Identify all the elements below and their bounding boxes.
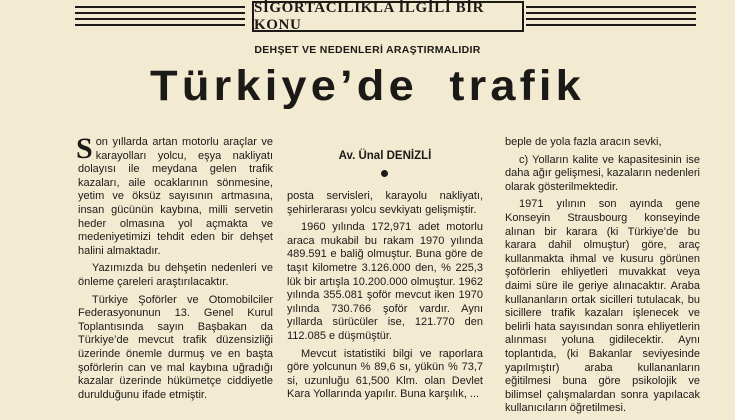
paragraph: Mevcut istatistiki bilgi ve raporlara göre yolcunun % 89,6 sı, yükün % 73,7 si, uzunluğu 61,500 Klm. olan Devlet Kara Yollarında yapılır. Buna karşılık, ... (287, 347, 483, 401)
section-header: SİGORTACILIKLA İLGİLİ BİR KONU (252, 1, 524, 32)
paragraph: beple de yola fazla aracın sevki, (505, 136, 662, 148)
header-rules-right (526, 6, 696, 30)
paragraph: Türkiye Şoförler ve Otomobilciler Federasyonunun 13. Genel Kurul Toplantısında sayın Başbakan da Türkiye’de mevcut trafik düzensizliği üzerinde önemle durmuş ve en başta şoförlerin can ve mal kaybına uğradığı kazalar üzerinde hükümetçe ciddiyetle durulduğunu ifade etmiştir. (78, 293, 273, 401)
paragraph: 1960 yılında 172,971 adet motorlu araca mukabil bu rakam 1970 yılında 489.591 e baliğ olmuştur. Buna göre de taşıt kilometre 3.126.000 den, % 225,3 lük bir artışla 10.200.000 olmuştur. 1962 yılında 355.081 şoför mevcut iken 1970 yılında 730.766 şoför vardır. Aynı yıllarda sürücüler ise, 121.770 den 112.085 e düşmüştür. (287, 221, 483, 342)
article-subhead: DEHŞET VE NEDENLERİ ARAŞTIRMALIDIR (254, 44, 481, 56)
paragraph: Yazımızda bu dehşetin nedenleri ve önleme çareleri araştırılacaktır. (78, 262, 273, 288)
text-column-2 (287, 190, 483, 406)
header-rules-left (75, 6, 245, 30)
paragraph: c) Yolların kalite ve kapasitesinin ise daha ağır gelişmesi, kazaların nedenleri olarak gösterilmektedir. (505, 153, 700, 193)
paragraph (76, 132, 273, 258)
bullet-dot (381, 170, 388, 177)
paragraph-text: on yıllarda artan motorlu araçlar ve karayolları yolcu, eşya nakliyatı dolayısı ile meydana gelen trafik kazaları, aile ocaklarının sönmesine, yetim ve öksüz sayısının artmasına, insan gücünün kaybına, milli servetin heder olmasına yol açmakta ve medeniyetimizi tehdit eden bir dehşet halini almaktadır. (78, 136, 273, 257)
article-title: Türkiye’de trafik (150, 62, 585, 110)
text-column-1 (76, 132, 273, 406)
paragraph: posta servisleri, karayolu nakliyatı, şehirlerarası yolcu sevkiyatı gelişmiştir. (287, 190, 483, 216)
text-column-3 (505, 136, 700, 420)
drop-cap: S (76, 132, 93, 165)
paragraph: 1971 yılının son ayında gene Konseyin Strausbourg konseyinde alınan bir karara (ki Türkiye’de bu karara dahil olmuştur) göre, araç kullanmakta ihmal ve kusuru görünen şoförlerin ehliyetleri muvakkat veya daimi süre ile geriye alınacaktır. Araba kullananların ortak sicilleri tutulacak, bu sicillere trafik kazaları işlenecek ve belirli hata sayısından sonra ehliyetlerin alınması yoluna gidilecektir. Aynı toplantıda, (ki Bakanlar seviyesinde yapılmıştır) araba kullananların eğitilmesi buna göre psikolojik ve bilimsel çalışmalardan sonra yapılacak kullanıcıların öğretilmesi. (505, 198, 700, 415)
author-byline: Av. Ünal DENİZLİ (338, 150, 432, 162)
